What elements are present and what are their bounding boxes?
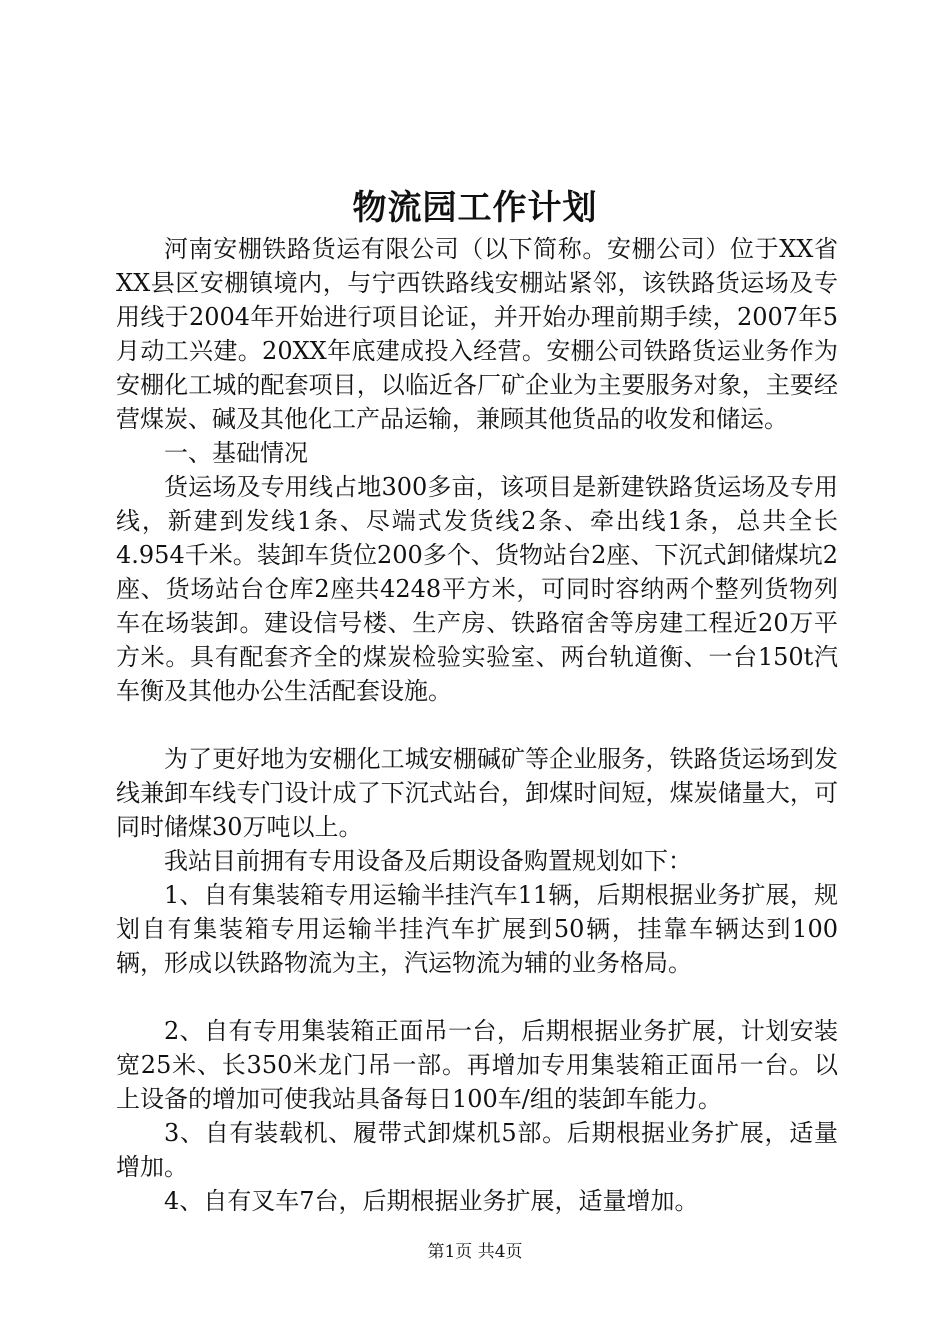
document-title: 物流园工作计划	[352, 188, 598, 228]
equipment-item-2: 2、自有专用集装箱正面吊一台，后期根据业务扩展，计划安装宽25米、长350米龙门吊一部。再增加专用集装箱正面吊一台。以上设备的增加可使我站具备每日100车/组的装卸车能力。	[116, 1017, 838, 1113]
service-paragraph: 为了更好地为安棚化工城安棚碱矿等企业服务，铁路货运场到发线兼卸车线专门设计成了下沉式站台，卸煤时间短，煤炭储量大，可同时储煤30万吨以上。	[116, 745, 838, 841]
equipment-intro-paragraph: 我站目前拥有专用设备及后期设备购置规划如下：	[164, 847, 692, 875]
equipment-item-4: 4、自有叉车7台，后期根据业务扩展，适量增加。	[164, 1187, 699, 1215]
page-footer: 第1页 共4页	[427, 1242, 523, 1262]
section-heading-basic-situation: 一、基础情况	[164, 439, 308, 467]
equipment-item-1: 1、自有集装箱专用运输半挂汽车11辆，后期根据业务扩展，规划自有集装箱专用运输半挂汽车扩展到50辆，挂靠车辆达到100辆，形成以铁路物流为主，汽运物流为辅的业务格局。	[116, 881, 838, 977]
equipment-item-3: 3、自有装载机、履带式卸煤机5部。后期根据业务扩展，适量增加。	[116, 1119, 838, 1181]
document-body	[116, 232, 838, 1218]
basic-situation-paragraph: 货运场及专用线占地300多亩，该项目是新建铁路货运场及专用线，新建到发线1条、尽端式发货线2条、牵出线1条，总共全长4.954千米。装卸车货位200多个、货物站台2座、下沉式卸储煤坑2座、货场站台仓库2座共4248平方米，可同时容纳两个整列货物列车在场装卸。建设信号楼、生产房、铁路宿舍等房建工程近20万平方米。具有配套齐全的煤炭检验实验室、两台轨道衡、一台150t汽车衡及其他办公生活配套设施。	[116, 473, 838, 705]
intro-paragraph: 河南安棚铁路货运有限公司（以下简称。安棚公司）位于XX省XX县区安棚镇境内，与宁西铁路线安棚站紧邻，该铁路货运场及专用线于2004年开始进行项目论证，并开始办理前期手续，2007年5月动工兴建。20XX年底建成投入经营。安棚公司铁路货运业务作为安棚化工城的配套项目，以临近各厂矿企业为主要服务对象，主要经营煤炭、碱及其他化工产品运输，兼顾其他货品的收发和储运。	[116, 235, 838, 433]
